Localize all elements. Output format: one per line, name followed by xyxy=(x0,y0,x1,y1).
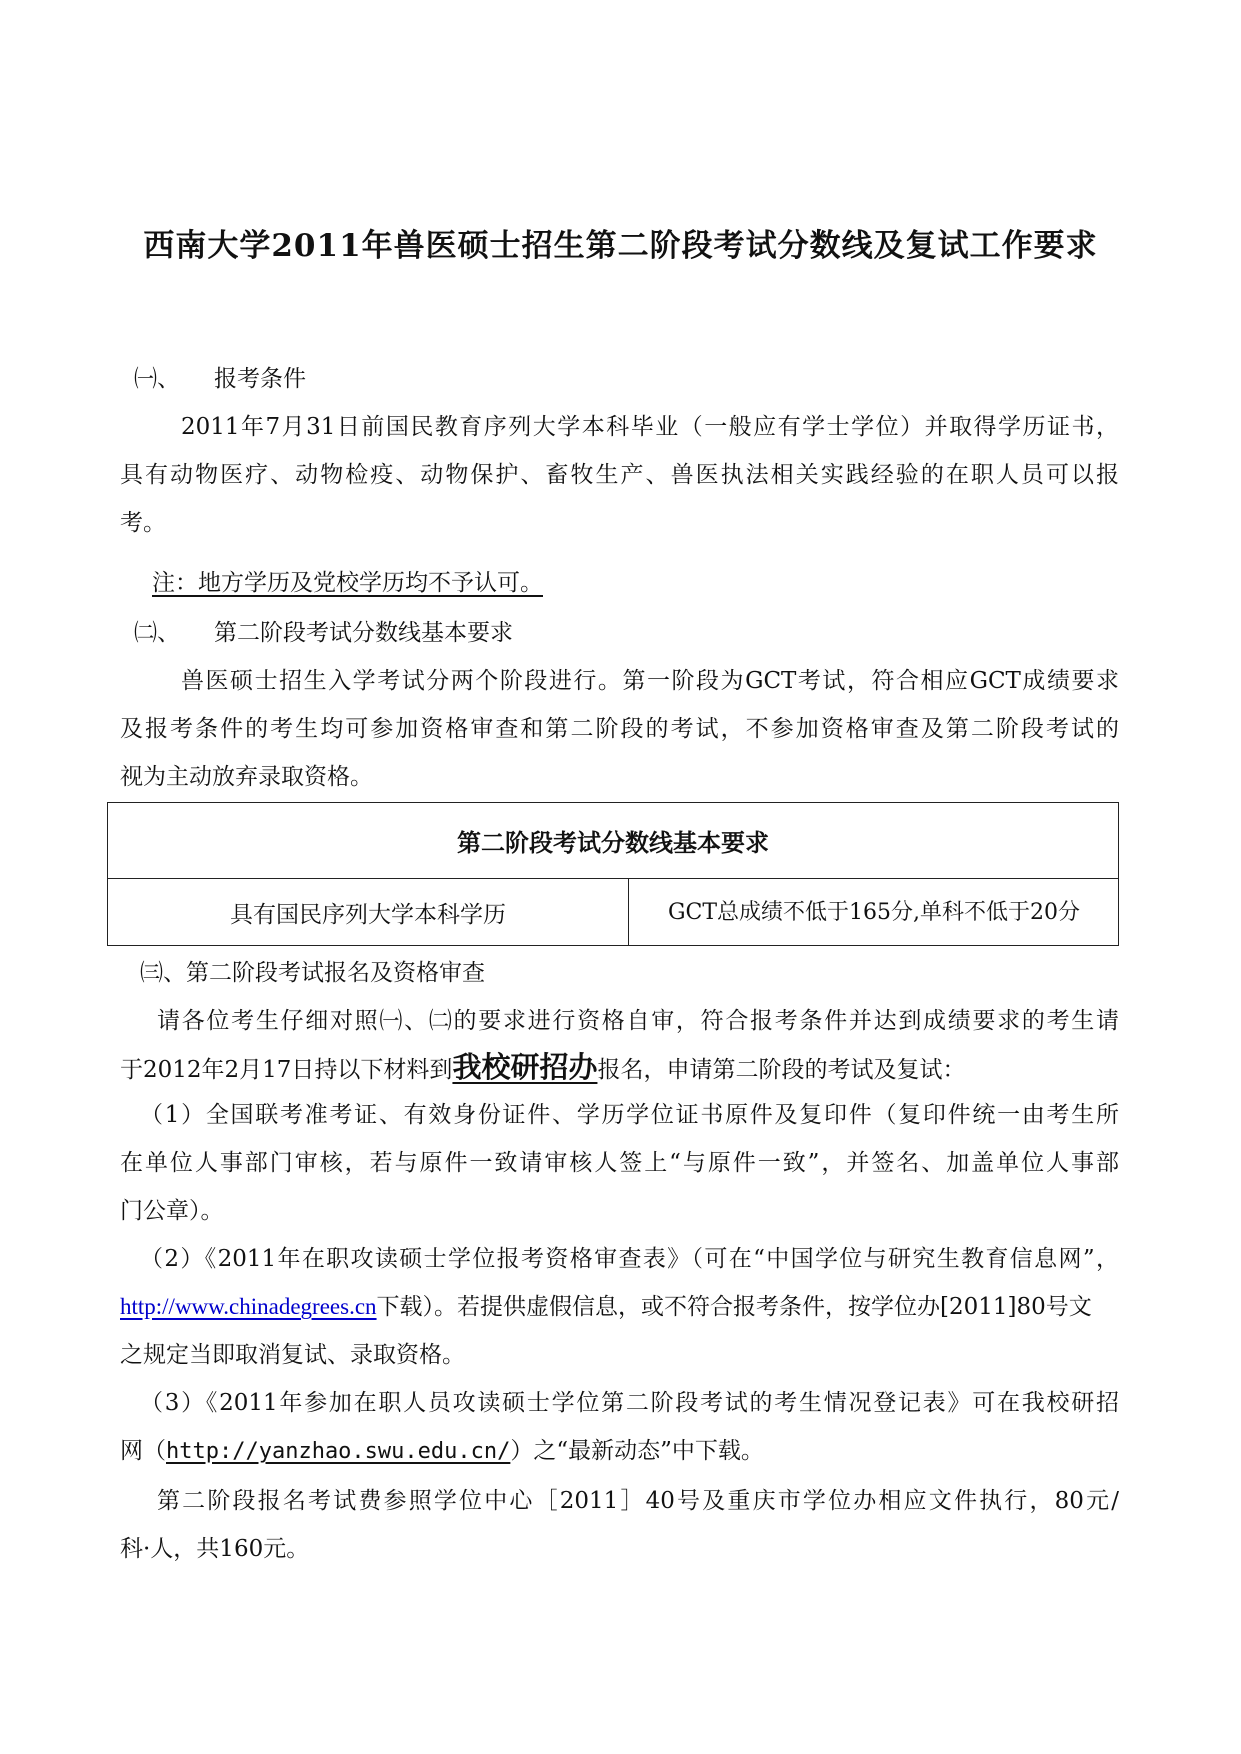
section1-heading xyxy=(134,362,306,396)
chinadegrees-link[interactable]: http://www.chinadegrees.cn xyxy=(120,1294,377,1319)
section1-title: 报考条件 xyxy=(214,366,306,392)
section3-paragraph-line2 xyxy=(120,1050,965,1087)
item2-line3: 之规定当即取消复试、录取资格。 xyxy=(120,1342,465,1368)
admissions-office-text: 我校研招办 xyxy=(452,1050,598,1084)
section3-paragraph-line1: 请各位考生仔细对照㈠、㈡的要求进行资格自审，符合报考条件并达到成绩要求的考生请 xyxy=(157,1008,1119,1034)
section2-title: 第二阶段考试分数线基本要求 xyxy=(214,620,513,646)
item3-prefix: 网（ xyxy=(120,1438,166,1464)
section2-paragraph-line1: 兽医硕士招生入学考试分两个阶段进行。第一阶段为GCT考试，符合相应GCT成绩要求 xyxy=(181,668,1119,694)
fee-line1: 第二阶段报名考试费参照学位中心［2011］40号及重庆市学位办相应文件执行，80元/ xyxy=(157,1488,1119,1514)
section2-paragraph-line2: 及报考条件的考生均可参加资格审查和第二阶段的考试，不参加资格审查及第二阶段考试的 xyxy=(120,716,1119,742)
item1-line1: （1）全国联考准考证、有效身份证件、学历学位证书原件及复印件（复印件统一由考生所 xyxy=(140,1102,1119,1128)
document-title: 西南大学2011年兽医硕士招生第二阶段考试分数线及复试工作要求 xyxy=(143,228,1098,264)
item1-line2: 在单位人事部门审核，若与原件一致请审核人签上“与原件一致”，并签名、加盖单位人事部 xyxy=(120,1150,1119,1176)
table-cell-score: GCT总成绩不低于165分,单科不低于20分 xyxy=(667,899,1081,925)
section1-paragraph-line1: 2011年7月31日前国民教育序列大学本科毕业（一般应有学士学位）并取得学历证书， xyxy=(181,414,1119,440)
item1-line3: 门公章）。 xyxy=(120,1198,224,1224)
section3-date-text: 于2012年2月17日持以下材料到 xyxy=(120,1057,453,1083)
section2-heading xyxy=(134,616,513,650)
item2-line1: （2）《2011年在职攻读硕士学位报考资格审查表》（可在“中国学位与研究生教育信息网”， xyxy=(140,1246,1119,1272)
table-cell-education: 具有国民序列大学本科学历 xyxy=(108,879,629,945)
section1-paragraph-line3: 考。 xyxy=(120,510,166,536)
item3-line1: （3）《2011年参加在职人员攻读硕士学位第二阶段考试的考生情况登记表》可在我校研招 xyxy=(140,1390,1119,1416)
section1-note: 注：地方学历及党校学历均不予认可。 xyxy=(152,570,543,596)
section1-paragraph-line2: 具有动物医疗、动物检疫、动物保护、畜牧生产、兽医执法相关实践经验的在职人员可以报 xyxy=(120,462,1119,488)
fee-line2: 科·人，共160元。 xyxy=(120,1536,310,1562)
table-header: 第二阶段考试分数线基本要求 xyxy=(108,803,1118,879)
section1-number: ㈠、 xyxy=(134,366,180,392)
section2-paragraph-line3: 视为主动放弃录取资格。 xyxy=(120,764,373,790)
item2-line2 xyxy=(120,1290,1119,1324)
section3-apply-text: 报名，申请第二阶段的考试及复试： xyxy=(597,1057,966,1083)
item2-line2-text: 下载）。若提供虚假信息，或不符合报考条件，按学位办[2011]80号文 xyxy=(376,1294,1092,1320)
item3-suffix: ）之“最新动态”中下载。 xyxy=(510,1438,764,1464)
item3-line2 xyxy=(120,1434,764,1469)
score-requirement-table xyxy=(107,802,1119,946)
yanzhao-link[interactable]: http://yanzhao.swu.edu.cn/ xyxy=(166,1439,511,1464)
section2-number: ㈡、 xyxy=(134,620,180,646)
section3-heading: ㈢、第二阶段考试报名及资格审查 xyxy=(140,960,485,986)
